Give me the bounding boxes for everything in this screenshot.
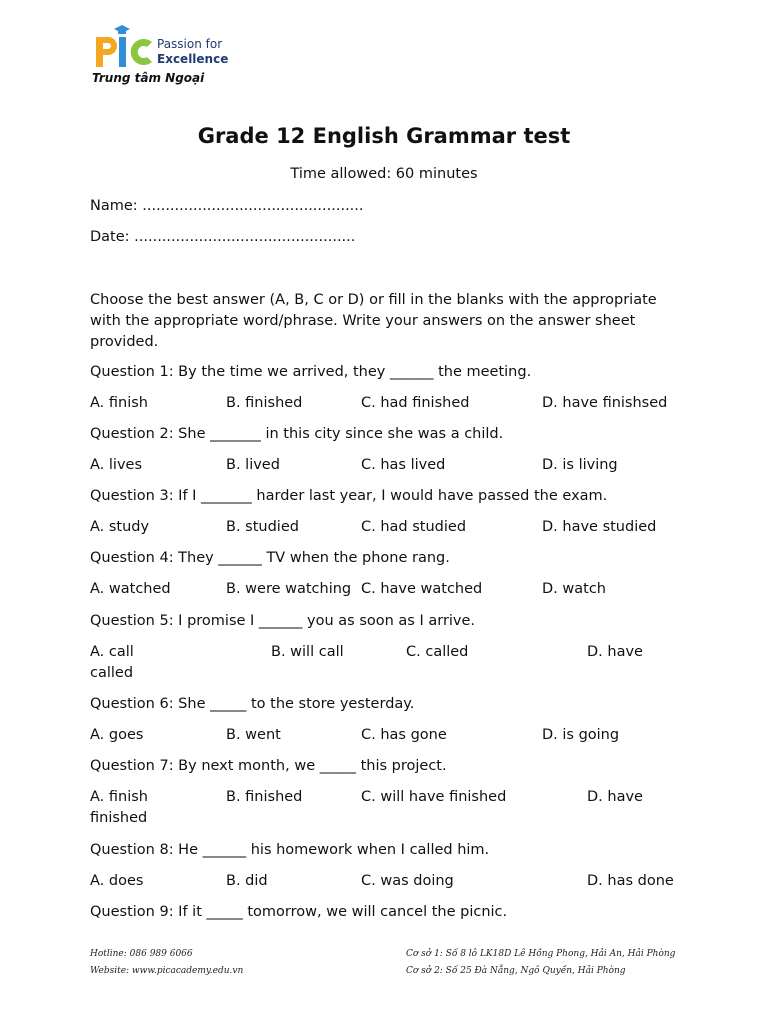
logo-tagline-2: Excellence bbox=[157, 52, 229, 66]
footer-address-2: Cơ sở 2: Số 25 Đà Nẵng, Ngô Quyền, Hải Phòng bbox=[406, 966, 626, 976]
date-line: Date: ................................................ bbox=[90, 229, 356, 245]
q7-option-c: C. will have finished bbox=[361, 789, 507, 805]
question-1: Question 1: By the time we arrived, they ______ the meeting. bbox=[90, 364, 532, 380]
question-9: Question 9: If it _____ tomorrow, we will cancel the picnic. bbox=[90, 904, 508, 920]
q3-option-c: C. had studied bbox=[361, 519, 467, 535]
q4-option-a: A. watched bbox=[90, 581, 171, 597]
q4-option-d: D. watch bbox=[542, 581, 606, 597]
time-allowed: Time allowed: 60 minutes bbox=[290, 166, 478, 182]
q8-option-c: C. was doing bbox=[361, 873, 454, 889]
footer-address-1: Cơ sở 1: Số 8 lô LK18D Lê Hồng Phong, Hải An, Hải Phòng bbox=[406, 949, 676, 959]
logo-subtitle: Trung tâm Ngoại bbox=[92, 71, 205, 85]
question-2: Question 2: She _______ in this city since she was a child. bbox=[90, 426, 504, 442]
question-6: Question 6: She _____ to the store yesterday. bbox=[90, 696, 415, 712]
footer-website: Website: www.picacademy.edu.vn bbox=[90, 966, 244, 976]
q7-option-d: D. have bbox=[587, 789, 643, 805]
question-4: Question 4: They ______ TV when the phone rang. bbox=[90, 550, 450, 566]
q2-option-b: B. lived bbox=[226, 457, 280, 473]
q6-option-d: D. is going bbox=[542, 727, 620, 743]
q6-option-b: B. went bbox=[226, 727, 281, 743]
page-title: Grade 12 English Grammar test bbox=[197, 124, 571, 148]
q1-option-d: D. have finishsed bbox=[542, 395, 668, 411]
q5-option-a: A. call bbox=[90, 644, 134, 660]
q5-option-c: C. called bbox=[406, 644, 469, 660]
q2-option-d: D. is living bbox=[542, 457, 618, 473]
q3-option-a: A. study bbox=[90, 519, 150, 535]
q1-option-c: C. had finished bbox=[361, 395, 470, 411]
q4-option-c: C. have watched bbox=[361, 581, 483, 597]
q7-option-b: B. finished bbox=[226, 789, 303, 805]
q2-option-c: C. has lived bbox=[361, 457, 446, 473]
question-5: Question 5: I promise I ______ you as soon as I arrive. bbox=[90, 613, 476, 629]
question-3: Question 3: If I _______ harder last year, I would have passed the exam. bbox=[90, 488, 608, 504]
q7-option-d-wrap: finished bbox=[90, 810, 148, 826]
q6-option-c: C. has gone bbox=[361, 727, 447, 743]
q3-option-d: D. have studied bbox=[542, 519, 657, 535]
question-7: Question 7: By next month, we _____ this project. bbox=[90, 758, 447, 774]
q3-option-b: B. studied bbox=[226, 519, 299, 535]
q2-option-a: A. lives bbox=[90, 457, 142, 473]
q8-option-a: A. does bbox=[90, 873, 144, 889]
q1-option-b: B. finished bbox=[226, 395, 303, 411]
q6-option-a: A. goes bbox=[90, 727, 144, 743]
q5-option-d-wrap: called bbox=[90, 665, 134, 681]
q4-option-b: B. were watching bbox=[226, 581, 352, 597]
q1-option-a: A. finish bbox=[90, 395, 148, 411]
question-8: Question 8: He ______ his homework when I called him. bbox=[90, 842, 490, 858]
q7-option-a: A. finish bbox=[90, 789, 148, 805]
pic-logo-icon bbox=[92, 25, 156, 71]
instructions: Choose the best answer (A, B, C or D) or fill in the blanks with the appropriate with the appropriate word/phrase. Write your answers on the answer sheet provided. bbox=[90, 292, 657, 350]
q8-option-b: B. did bbox=[226, 873, 268, 889]
footer-hotline: Hotline: 086 989 6066 bbox=[90, 949, 193, 959]
center-logo bbox=[90, 25, 250, 91]
logo-tagline-1: Passion for bbox=[157, 37, 223, 51]
name-line: Name: ................................................ bbox=[90, 198, 364, 214]
q5-option-d: D. have bbox=[587, 644, 643, 660]
q8-option-d: D. has done bbox=[587, 873, 674, 889]
q5-option-b: B. will call bbox=[271, 644, 344, 660]
